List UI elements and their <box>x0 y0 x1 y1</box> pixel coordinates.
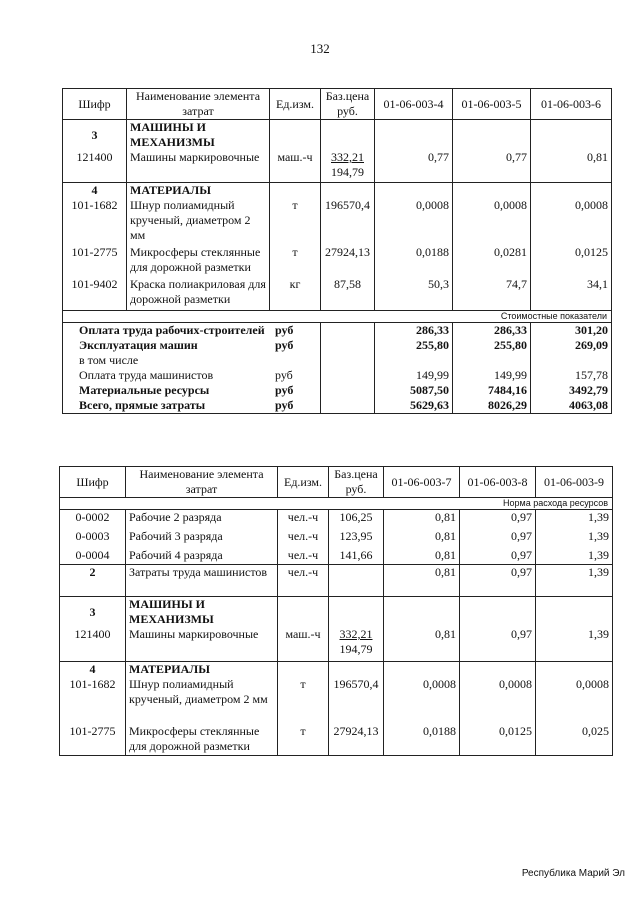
table-row: 2 Затраты труда машинистов чел.-ч 0,81 0,97 1,39 <box>60 565 613 597</box>
col-header-norm-3: 01-06-003-6 <box>531 89 612 120</box>
col-header-price: Баз.цена руб. <box>321 89 375 120</box>
resource-table-1 <box>62 88 612 414</box>
table-row: 121400 Машины маркировочные маш.-ч 332,21 194,79 0,81 0,97 1,39 <box>60 627 613 661</box>
table-row: 101-1682 Шнур полиамидный крученый, диаметром 2 мм т 196570,4 0,0008 0,0008 0,0008 <box>60 677 613 724</box>
table-row: 0-0004 Рабочий 4 разряда чел.-ч 141,66 0,81 0,97 1,39 <box>60 548 613 565</box>
col-header-norm-2: 01-06-003-8 <box>460 467 536 498</box>
summary-row: Материальные ресурсы руб 5087,50 7484,16 3492,79 <box>63 383 612 398</box>
footer-region: Республика Марий Эл <box>521 868 625 879</box>
summary-row: Всего, прямые затраты руб 5629,63 8026,29 4063,08 <box>63 398 612 414</box>
col-header-unit: Ед.изм. <box>278 467 329 498</box>
summary-row: Оплата труда рабочих-строителей руб 286,33 286,33 301,20 <box>63 323 612 339</box>
col-header-unit: Ед.изм. <box>270 89 321 120</box>
section-row: 3 МАШИНЫ И МЕХАНИЗМЫ <box>63 120 612 151</box>
summary-row: Эксплуатация машин руб 255,80 255,80 269,09 <box>63 338 612 353</box>
section-row: 4 МАТЕРИАЛЫ <box>63 182 612 198</box>
table-row: 101-2775 Микросферы стеклянные для дорожной разметки т 27924,13 0,0188 0,0125 0,025 <box>60 724 613 756</box>
col-header-name: Наименование элемента затрат <box>127 89 270 120</box>
col-header-norm-1: 01-06-003-7 <box>384 467 460 498</box>
table-header <box>63 89 612 120</box>
table-row: 0-0003 Рабочий 3 разряда чел.-ч 123,95 0,81 0,97 1,39 <box>60 529 613 548</box>
table-header <box>60 467 613 498</box>
section-row: 3 МАШИНЫ И МЕХАНИЗМЫ <box>60 597 613 628</box>
summary-row: Оплата труда машинистов руб 149,99 149,99 157,78 <box>63 368 612 383</box>
section-label-row: Стоимостные показатели <box>63 311 612 323</box>
col-header-code: Шифр <box>60 467 126 498</box>
section-row: 4 МАТЕРИАЛЫ <box>60 661 613 677</box>
col-header-norm-1: 01-06-003-4 <box>375 89 453 120</box>
col-header-norm-2: 01-06-003-5 <box>453 89 531 120</box>
col-header-price: Баз.цена руб. <box>329 467 384 498</box>
table-row: 0-0002 Рабочие 2 разряда чел.-ч 106,25 0,81 0,97 1,39 <box>60 510 613 529</box>
table-row: 101-9402 Краска полиакриловая для дорожной разметки кг 87,58 50,3 74,7 34,1 <box>63 277 612 311</box>
table-row: 121400 Машины маркировочные маш.-ч 332,21 194,79 0,77 0,77 0,81 <box>63 150 612 182</box>
col-header-code: Шифр <box>63 89 127 120</box>
section-label-row: Норма расхода ресурсов <box>60 498 613 510</box>
table-row: 101-1682 Шнур полиамидный крученый, диаметром 2 мм т 196570,4 0,0008 0,0008 0,0008 <box>63 198 612 245</box>
col-header-norm-3: 01-06-003-9 <box>536 467 613 498</box>
col-header-name: Наименование элемента затрат <box>126 467 278 498</box>
table-row: 101-2775 Микросферы стеклянные для дорожной разметки т 27924,13 0,0188 0,0281 0,0125 <box>63 245 612 277</box>
page-number: 132 <box>310 41 330 56</box>
summary-row: в том числе <box>63 353 612 368</box>
resource-table-2 <box>59 466 613 756</box>
